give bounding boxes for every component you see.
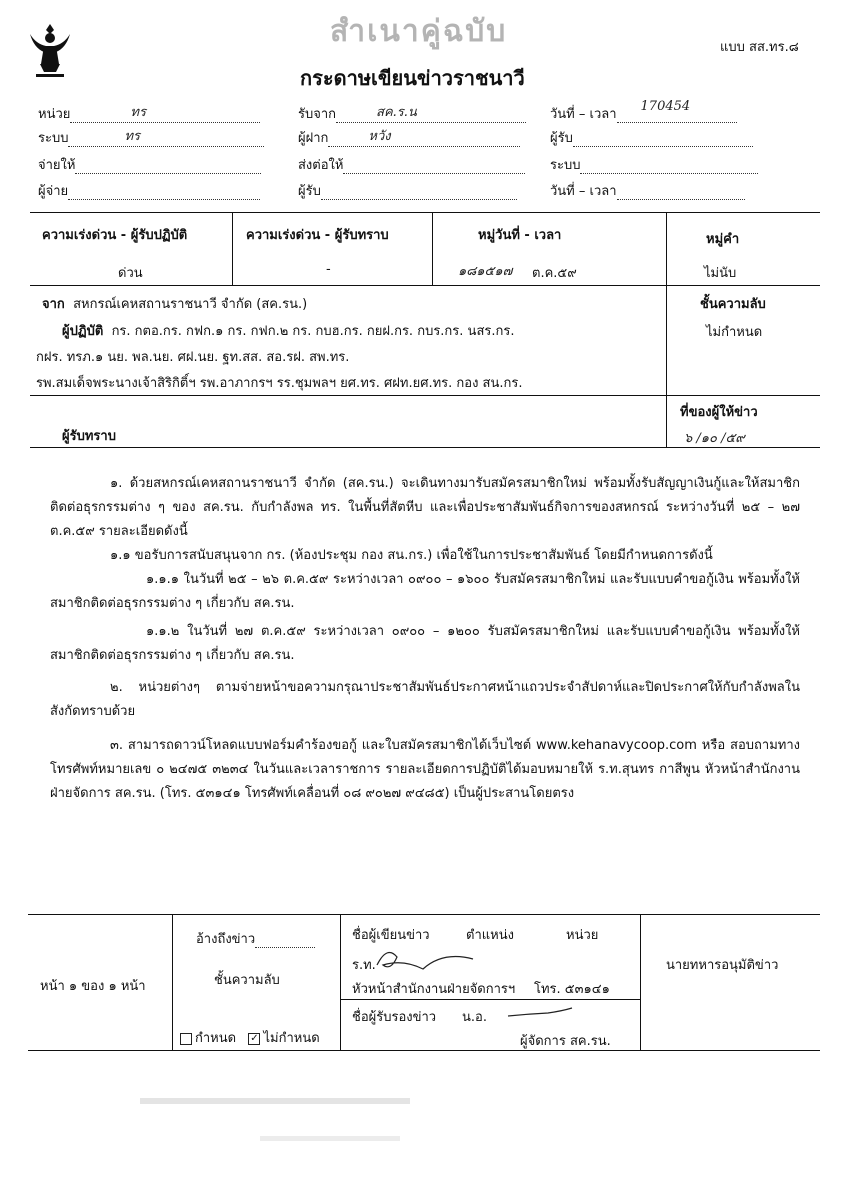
writer-signature-icon: [372, 940, 492, 980]
payto-label: จ่ายให้: [38, 158, 76, 173]
word-count-header: หมู่คำ: [706, 232, 740, 247]
action-line-1: กร. กตอ.กร. กฟก.๑ กร. กฟก.๒ กร. กบฮ.กร. กยฝ.กร. กบร.กร. นสร.กร.: [111, 324, 515, 339]
datetime-label: วันที่ – เวลา: [550, 107, 617, 122]
date-time-group-value: ๑๘๑๕๑๗: [458, 264, 513, 279]
footer-class-label: ชั้นความลับ: [214, 973, 280, 988]
payer-label: ผู้จ่าย: [38, 184, 69, 199]
word-count-value: ไม่นับ: [704, 266, 737, 281]
defined-option-label: กำหนด: [195, 1031, 237, 1046]
writer-phone: โทร. ๕๓๑๔๑: [534, 982, 610, 997]
unit-label: หน่วย: [38, 107, 71, 122]
msg-no-label: ที่ของผู้ให้ข่าว: [680, 405, 758, 420]
urgency-action-value: ด่วน: [118, 266, 143, 281]
system-label: ระบบ: [38, 131, 69, 146]
urgency-info-value: -: [326, 262, 331, 277]
bleed-through-mark: [140, 1098, 410, 1104]
footer-unit-label: หน่วย: [566, 928, 599, 943]
position-label: ตำแหน่ง: [466, 928, 514, 943]
date-time-group-header: หมู่วันที่ - เวลา: [478, 228, 562, 243]
forward-label: ส่งต่อให้: [298, 158, 344, 173]
recv-from-label: รับจาก: [298, 107, 337, 122]
info-label: ผู้รับทราบ: [62, 429, 116, 444]
page-indicator: หน้า ๑ ของ ๑ หน้า: [40, 979, 146, 994]
sender-value: หวัง: [368, 129, 391, 144]
paragraph-1-1: ๑.๑ ขอรับการสนับสนุนจาก กร. (ห้องประชุม กอง สน.กร.) เพื่อใช้ในการประชาสัมพันธ์ โดยมีกำหนดการดังนี้: [110, 548, 713, 563]
paragraph-1: ๑. ด้วยสหกรณ์เคหสถานราชนาวี จำกัด (สค.รน.) จะเดินทางมารับสมัครสมาชิกใหม่ พร้อมทั้งรับสัญญาเงินกู้และให้สมาชิกติดต่อธุรกรรมต่าง ๆ ของ สค.รน. กับกำลังพล ทร. ในพื้นที่สัตหีบ และเพื่อประชาสัมพันธ์กิจการของสหกรณ์ ระหว่างวันที่ ๒๕ – ๒๗ ต.ค.๕๙ รายละเอียดดังนี้: [50, 476, 800, 539]
receiver-label: ผู้รับ: [298, 184, 321, 199]
defined-checkbox[interactable]: [180, 1033, 192, 1045]
paragraph-1-1-2: ๑.๑.๒ ในวันที่ ๒๗ ต.ค.๕๙ ระหว่างเวลา ๐๙๐๐ – ๑๒๐๐ รับสมัครสมาชิกใหม่ และรับแบบคำขอกู้เงิน พร้อมทั้งให้สมาชิกติดต่อธุรกรรมต่าง ๆ เกี่ยวกับ สค.รน.: [50, 624, 800, 663]
page-title: กระดาษเขียนข่าวราชนาวี: [300, 66, 525, 90]
action-line-2: กฝร. ทรภ.๑ นย. พล.นย. ศฝ.นย. ฐท.สส. สอ.รฝ. สพ.ทร.: [36, 350, 350, 365]
action-label: ผู้ปฏิบัติ: [62, 324, 104, 339]
urgency-action-header: ความเร่งด่วน - ผู้รับปฏิบัติ: [42, 228, 188, 243]
action-line-3: รพ.สมเด็จพระนางเจ้าสิริกิติ์ฯ รพ.อาภากรฯ รร.ชุมพลฯ ยศ.ทร. ศฝท.ยศ.ทร. กอง สน.กร.: [36, 376, 523, 391]
recv-from-value: สค.ร.น: [376, 105, 417, 120]
msg-no-value: ๖ /๑๐ /๕๙: [684, 431, 745, 446]
system2-label: ระบบ: [550, 158, 581, 173]
date-time-month: ต.ค.๕๙: [532, 266, 577, 281]
classification-value: ไม่กำหนด: [706, 325, 763, 340]
undefined-option-label: ไม่กำหนด: [263, 1031, 320, 1046]
from-value: สหกรณ์เคหสถานราชนาวี จำกัด (สค.รน.): [73, 297, 308, 312]
sender-label: ผู้ฝาก: [298, 131, 329, 146]
writer-position: หัวหน้าสำนักงานฝ่ายจัดการฯ: [352, 982, 516, 997]
writer-label: ชื่อผู้เขียนข่าว: [352, 928, 430, 943]
writer-rank: ร.ท.: [352, 958, 376, 973]
certifier-rank: น.อ.: [462, 1010, 487, 1025]
certifier-label: ชื่อผู้รับรองข่าว: [352, 1010, 437, 1025]
from-label: จาก: [42, 297, 65, 312]
certifier-signature-icon: [506, 1004, 576, 1022]
paragraph-3: ๓. สามารถดาวน์โหลดแบบฟอร์มคำร้องขอกู้ และใบสมัครสมาชิกได้เว็บไซต์ www.kehanavycoop.com หรือ สอบถามทางโทรศัพท์หมายเลข ๐ ๒๔๗๕ ๓๒๓๔ ในวันและเวลาราชการ รายละเอียดการปฏิบัติได้มอบหมายให้ ร.ท.สุนทร กาสีพูน หัวหน้าสำนักงานฝ่ายจัดการ สค.รน. (โทร. ๕๓๑๔๑ โทรศัพท์เคลื่อนที่ ๐๘ ๙๐๒๗ ๙๔๘๕) เป็นผู้ประสานโดยตรง: [50, 738, 800, 801]
garuda-emblem-icon: [22, 20, 78, 82]
receiver2-label: ผู้รับ: [550, 131, 573, 146]
bleed-through-mark: [260, 1136, 400, 1141]
certifier-position: ผู้จัดการ สค.รน.: [520, 1034, 611, 1049]
datetime-value: 170454: [640, 99, 691, 114]
approver-label: นายทหารอนุมัติข่าว: [666, 958, 779, 973]
form-number: แบบ สส.ทร.๘: [720, 40, 799, 55]
datetime2-label: วันที่ – เวลา: [550, 184, 617, 199]
system-value: ทร: [124, 129, 141, 144]
urgency-info-header: ความเร่งด่วน - ผู้รับทราบ: [246, 228, 389, 243]
paragraph-1-1-1: ๑.๑.๑ ในวันที่ ๒๕ – ๒๖ ต.ค.๕๙ ระหว่างเวลา ๐๙๐๐ – ๑๖๐๐ รับสมัครสมาชิกใหม่ และรับแบบคำขอกู้เงิน พร้อมทั้งให้สมาชิกติดต่อธุรกรรมต่าง ๆ เกี่ยวกับ สค.รน.: [50, 572, 800, 611]
classification-label: ชั้นความลับ: [700, 297, 766, 312]
undefined-checkbox[interactable]: ✓: [250, 1032, 259, 1044]
copy-stamp: สำเนาคู่ฉบับ: [330, 14, 508, 49]
unit-value: ทร: [130, 105, 146, 120]
ref-label: อ้างถึงข่าว: [196, 932, 256, 947]
paragraph-2: ๒. หน่วยต่างๆ ตามจ่ายหน้าขอความกรุณาประชาสัมพันธ์ประกาศหน้าแถวประจำสัปดาห์และปิดประกาศให้กับกำลังพลในสังกัดทราบด้วย: [50, 680, 800, 719]
